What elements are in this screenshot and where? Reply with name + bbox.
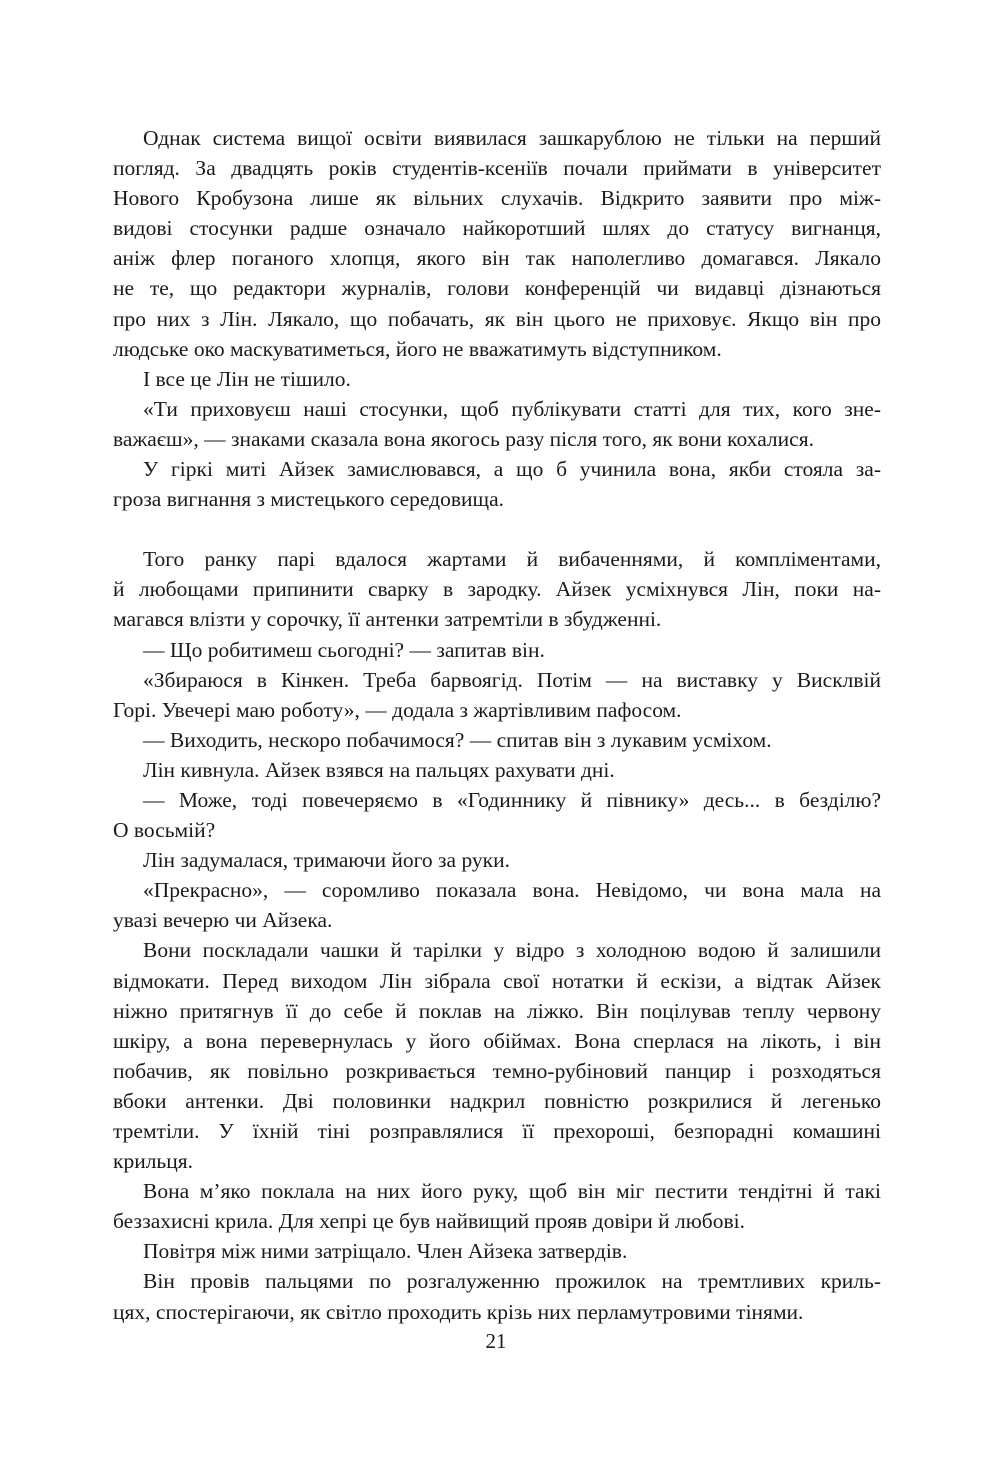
text-line: беззахисні крила. Для хепрі це був найвищий прояв довіри й любові. [113,1209,745,1234]
paragraph [113,544,881,634]
text-line: Лін задумалася, тримаючи його за руки. [143,848,510,873]
text-line: важаєш», — знаками сказала вона якогось разу після того, як вони кохалися. [113,426,814,451]
paragraph [113,364,881,394]
text-line: про них з Лін. Лякало, що побачать, як він цього не приховує. Якщо він про [113,306,881,331]
text-line: Вони поскладали чашки й тарілки у відро з холодною водою й залишили [143,938,881,963]
text-line: Повітря між ними затріщало. Член Айзека затвердів. [143,1239,628,1264]
text-line: магався влізти у сорочку, її антенки затремтіли в збудженні. [113,607,662,632]
text-line: аніж флер поганого хлопця, якого він так наполегливо домагався. Лякало [113,246,881,271]
paragraph [113,1236,881,1266]
paragraph [113,845,881,875]
text-line: «Збираюся в Кінкен. Треба барвоягід. Потім — на виставку у Висклвій [143,667,881,692]
section-break [113,514,881,544]
page-number: 21 [485,1329,507,1353]
text-line: Однак система вищої освіти виявилася зашкарублою не тільки на перший [143,126,881,150]
paragraph [113,123,881,364]
text-line: увазі вечерю чи Айзека. [113,908,333,933]
text-line: ніжно притягнув її до себе й поклав на ліжко. Він поцілував теплу червону [113,998,881,1023]
paragraph [113,935,881,1176]
text-line: шкіру, а вона перевернулась у його обіймах. Вона сперлася на лікоть, і він [113,1028,881,1053]
text-line: «Ти приховуєш наші стосунки, щоб публікувати статті для тих, кого зне- [143,396,881,421]
text-line: й любощами припинити сварку в зародку. Айзек усміхнувся Лін, поки на- [113,577,881,602]
text-line: — Виходить, нескоро побачимося? — спитав він з лукавим усміхом. [143,727,772,752]
paragraph [113,875,881,935]
text-line: цях, спостерігаючи, як світло проходить крізь них перламутровими тінями. [113,1299,804,1324]
text-line: Того ранку парі вдалося жартами й вибаченнями, й компліментами, [143,547,881,572]
text-line: Нового Кробузона лише як вільних слухачів. Відкрито заявити про між- [113,186,881,211]
text-line: відмокати. Перед виходом Лін зібрала свої нотатки й ескізи, а відтак Айзек [113,968,881,993]
paragraph [113,755,881,785]
text-line: Горі. Увечері маю роботу», — додала з жартівливим пафосом. [113,697,682,722]
text-line: Він провів пальцями по розгалуженню прожилок на тремтливих криль- [143,1269,881,1294]
text-line: «Прекрасно», — соромливо показала вона. Невідомо, чи вона мала на [143,878,881,903]
text-line: тремтіли. У їхній тіні розправлялися її прехороші, безпорадні комашині [113,1119,881,1143]
page-body [113,123,881,1327]
paragraph [113,394,881,454]
text-line: видові стосунки радше означало найкоротший шлях до статусу вигнанця, [113,216,881,241]
text-line: погляд. За двадцять років студентів-ксеніїв почали приймати в університет [113,156,881,181]
text-line: — Що робитимеш сьогодні? — запитав він. [143,637,545,662]
text-line: У гіркі миті Айзек замислювався, а що б учинила вона, якби стояла за- [143,457,881,482]
paragraph [113,725,881,755]
text-line: побачив, як повільно розкривається темно-рубіновий панцир і розходяться [113,1058,881,1083]
text-line: О восьмій? [113,818,216,843]
text-line: Вона м’яко поклала на них його руку, щоб він міг пестити тендітні й такі [143,1179,881,1204]
paragraph [113,635,881,665]
text-line: не те, що редактори журналів, голови конференцій чи видавці дізнаються [113,276,881,301]
text-line: Лін кивнула. Айзек взявся на пальцях рахувати дні. [143,757,615,782]
text-line: крильця. [113,1149,194,1174]
text-line: — Може, тоді повечеряємо в «Годиннику й півнику» десь... в безділю? [143,787,881,812]
text-line: людське око маскуватиметься, його не вважатимуть відступником. [113,336,722,361]
text-line: І все це Лін не тішило. [143,366,351,391]
paragraph [113,665,881,725]
paragraph [113,1266,881,1326]
paragraph [113,1176,881,1236]
paragraph [113,785,881,845]
text-line: гроза вигнання з мистецького середовища. [113,487,504,512]
text-line: вбоки антенки. Дві половинки надкрил повністю розкрилися й легенько [113,1088,881,1113]
paragraph [113,454,881,514]
